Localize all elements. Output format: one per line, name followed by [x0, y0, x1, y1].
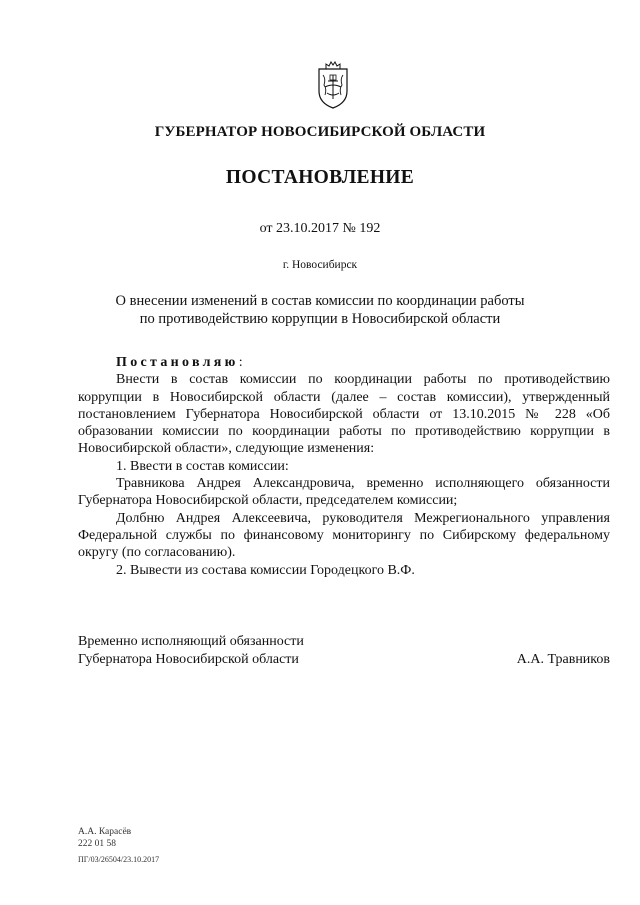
body-paragraph-1: Внести в состав комиссии по координации работы по противодействию коррупции в Новосибирской области (далее – состав комиссии), утвержденный постановлением Губернатора Новосибирской области от 13.10.2015 № 228 «Об образовании комиссии по координации работы по противодействию коррупции в Новосибирской области», следующие изменения:: [78, 372, 610, 457]
document-type-title: ПОСТАНОВЛЕНИЕ: [225, 167, 415, 188]
resolve-heading: [78, 354, 610, 371]
signature-block: [78, 633, 610, 669]
resolve-colon: :: [238, 355, 243, 370]
body-member-1: Травникова Андрея Александровича, временно исполняющего обязанности Губернатора Новосибирской области, председателем комиссии;: [78, 476, 610, 509]
body-item-2: 2. Вывести из состава комиссии Городецкого В.Ф.: [116, 562, 415, 578]
document-date-number: от 23.10.2017 № 192: [259, 221, 381, 236]
footer-executor: А.А. Карасёв: [78, 827, 132, 837]
coat-of-arms-emblem: [317, 61, 349, 109]
footer-phone: 222 01 58: [78, 839, 116, 849]
subject-line-1: О внесении изменений в состав комиссии по координации работы: [115, 293, 525, 309]
resolve-word: Постановляю: [116, 355, 239, 370]
footer-document-code: ПГ/03/26504/23.10.2017: [78, 855, 160, 864]
signature-position-line-2: Губернатора Новосибирской области: [78, 652, 299, 667]
body-member-2: Долбню Андрея Алексеевича, руководителя Межрегионального управления Федеральной службы по финансовому мониторингу по Сибирскому федеральному округу (по согласованию).: [78, 510, 610, 561]
subject-line-2: по противодействию коррупции в Новосибирской области: [139, 311, 501, 327]
signature-position-line-1: Временно исполняющий обязанности: [78, 634, 304, 649]
body-item-1: 1. Ввести в состав комиссии:: [116, 458, 289, 474]
document-city: г. Новосибирск: [282, 259, 358, 271]
organization-title: ГУБЕРНАТОР НОВОСИБИРСКОЙ ОБЛАСТИ: [154, 124, 486, 140]
document-body: [78, 354, 610, 579]
document-subject: [40, 292, 600, 328]
footer-block: [78, 826, 159, 866]
signature-name: А.А. Травников: [516, 652, 610, 667]
